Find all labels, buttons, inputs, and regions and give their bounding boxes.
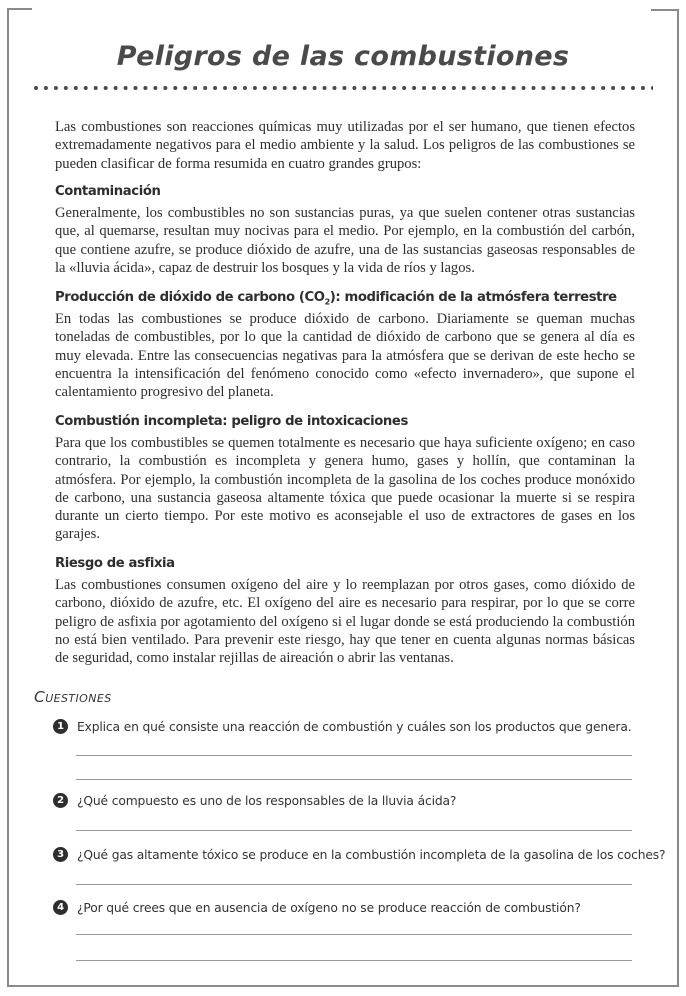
divider-dot <box>571 86 575 90</box>
divider-dot <box>263 86 267 90</box>
page-frame-right <box>677 9 679 987</box>
divider-dot <box>462 86 466 90</box>
answer-line[interactable] <box>76 779 632 780</box>
divider-dot <box>601 86 605 90</box>
divider-dot <box>412 86 416 90</box>
divider-dot <box>203 86 207 90</box>
divider-dot <box>641 86 645 90</box>
section-heading-combustion-incompleta: Combustión incompleta: peligro de intoxicaciones <box>55 414 408 429</box>
section-heading-asfixia: Riesgo de asfixia <box>55 556 175 571</box>
question-item <box>53 847 665 862</box>
divider-dot <box>402 86 406 90</box>
divider-dot <box>223 86 227 90</box>
divider-dot <box>342 86 346 90</box>
divider-dot <box>134 86 138 90</box>
questions-heading-initial: C <box>34 688 46 706</box>
divider-dot <box>333 86 337 90</box>
divider-dot <box>621 86 625 90</box>
heading-co2-post: ): modificación de la atmósfera terrestre <box>329 290 617 305</box>
answer-line[interactable] <box>76 830 632 831</box>
divider-dot <box>153 86 157 90</box>
divider-dot <box>581 86 585 90</box>
page-frame-left <box>7 8 9 987</box>
section-text-combustion-incompleta: Para que los combustibles se quemen totalmente es necesario que haya suficiente oxígeno; en caso contrario, la combustión es incompleta y genera humo, gases y hollín, que contaminan la atmósfera. Por ejemplo, la combustión incompleta de la gasolina de los coches produce monóxido de carbono, una sustancia gaseosa altamente tóxica que puede ocasionar la muerte si se respira durante un cierto tiempo. Por este motivo es aconsejable el uso de extractores de gases en los garajes. <box>55 435 635 543</box>
divider-dot <box>273 86 277 90</box>
divider-dot <box>143 86 147 90</box>
divider-dot <box>94 86 98 90</box>
section-text-asfixia: Las combustiones consumen oxígeno del aire y lo reemplazan por otros gases, como dióxido de carbono, dióxido de azufre, etc. El oxígeno del aire es necesario para respirar, por lo que se corre peligro de asfixia por agotamiento del oxígeno si el lugar donde se está produciendo la combustión no está bien ventilado. Para prevenir este riesgo, hay que tener en cuenta algunas normas básicas de seguridad, como instalar rejillas de aireación o abrir las ventanas. <box>55 577 635 667</box>
divider-dot <box>163 86 167 90</box>
divider-dot <box>452 86 456 90</box>
heading-co2-pre: Producción de dióxido de carbono (CO <box>55 290 325 305</box>
divider-dot <box>352 86 356 90</box>
divider-dot <box>44 86 48 90</box>
answer-line[interactable] <box>76 884 632 885</box>
divider-dot <box>482 86 486 90</box>
divider-dot <box>651 86 653 90</box>
divider-dot <box>362 86 366 90</box>
question-text: Explica en qué consiste una reacción de combustión y cuáles son los productos que genera. <box>77 719 632 734</box>
divider-dot <box>64 86 68 90</box>
question-text: ¿Qué compuesto es uno de los responsables de la lluvia ácida? <box>77 793 457 808</box>
dotted-divider <box>33 84 653 92</box>
answer-line[interactable] <box>76 960 632 961</box>
divider-dot <box>492 86 496 90</box>
divider-dot <box>591 86 595 90</box>
divider-dot <box>472 86 476 90</box>
divider-dot <box>114 86 118 90</box>
divider-dot <box>34 86 38 90</box>
section-text-contaminacion: Generalmente, los combustibles no son sustancias puras, ya que suelen contener otras sustancias que, al quemarse, resultan muy nocivas para el medio. Por ejemplo, en la combustión del carbón, que contiene azufre, se produce dióxido de azufre, una de las sustancias gaseosas responsables de la «lluvia ácida», capaz de destruir los bosques y la vida de ríos y lagos. <box>55 205 635 276</box>
answer-line[interactable] <box>76 755 632 756</box>
divider-dot <box>551 86 555 90</box>
divider-dot <box>422 86 426 90</box>
section-heading-contaminacion: Contaminación <box>55 184 161 199</box>
heading-co2-subscript: 2 <box>324 297 330 307</box>
divider-dot <box>442 86 446 90</box>
divider-dot <box>502 86 506 90</box>
divider-dot <box>104 86 108 90</box>
page-frame-bottom <box>7 985 679 987</box>
divider-dot <box>372 86 376 90</box>
number-3-icon: 3 <box>53 847 68 862</box>
section-text-co2: En todas las combustiones se produce dióxido de carbono. Diariamente se queman muchas toneladas de combustibles, por lo que la cantidad de dióxido de carbono que se genera al día es muy elevada. Entre las consecuencias negativas para la atmósfera que se derivan de este hecho se encuentra la intensificación del fenómeno conocido como «efecto invernadero», que supone el calentamiento progresivo del planeta. <box>55 311 635 401</box>
divider-dot <box>323 86 327 90</box>
question-item <box>53 719 631 734</box>
divider-dot <box>54 86 58 90</box>
divider-dot <box>293 86 297 90</box>
divider-dot <box>631 86 635 90</box>
divider-dot <box>124 86 128 90</box>
divider-dot <box>313 86 317 90</box>
question-item <box>53 793 456 808</box>
divider-dot <box>541 86 545 90</box>
number-2-icon: 2 <box>53 793 68 808</box>
divider-dot <box>512 86 516 90</box>
divider-dot <box>253 86 257 90</box>
questions-heading <box>34 688 112 706</box>
divider-dot <box>283 86 287 90</box>
divider-dot <box>213 86 217 90</box>
divider-dot <box>561 86 565 90</box>
divider-dot <box>522 86 526 90</box>
divider-dot <box>382 86 386 90</box>
answer-line[interactable] <box>76 934 632 935</box>
intro-paragraph: Las combustiones son reacciones químicas muy utilizadas por el ser humano, que tienen efectos extremadamente negativos para el medio ambiente y la salud. Los peligros de las combustiones se pueden clasificar de forma resumida en cuatro grandes grupos: <box>55 119 635 172</box>
question-text: ¿Por qué crees que en ausencia de oxígeno no se produce reacción de combustión? <box>77 900 581 915</box>
divider-dot <box>303 86 307 90</box>
section-heading-co2 <box>55 290 617 307</box>
divider-dot <box>532 86 536 90</box>
divider-dot <box>392 86 396 90</box>
questions-heading-rest: UESTIONES <box>45 692 112 705</box>
number-4-icon: 4 <box>53 900 68 915</box>
divider-dot <box>84 86 88 90</box>
question-text: ¿Qué gas altamente tóxico se produce en la combustión incompleta de la gasolina de los coches? <box>77 847 666 862</box>
divider-dot <box>233 86 237 90</box>
divider-dot <box>74 86 78 90</box>
divider-dot <box>243 86 247 90</box>
divider-dot <box>183 86 187 90</box>
number-1-icon: 1 <box>53 719 68 734</box>
question-item <box>53 900 581 915</box>
divider-dot <box>611 86 615 90</box>
page-frame-top-left <box>7 8 32 10</box>
page-title: Peligros de las combustiones <box>116 41 570 72</box>
divider-dot <box>173 86 177 90</box>
page-frame-top-right <box>651 9 679 11</box>
divider-dot <box>193 86 197 90</box>
divider-dot <box>432 86 436 90</box>
